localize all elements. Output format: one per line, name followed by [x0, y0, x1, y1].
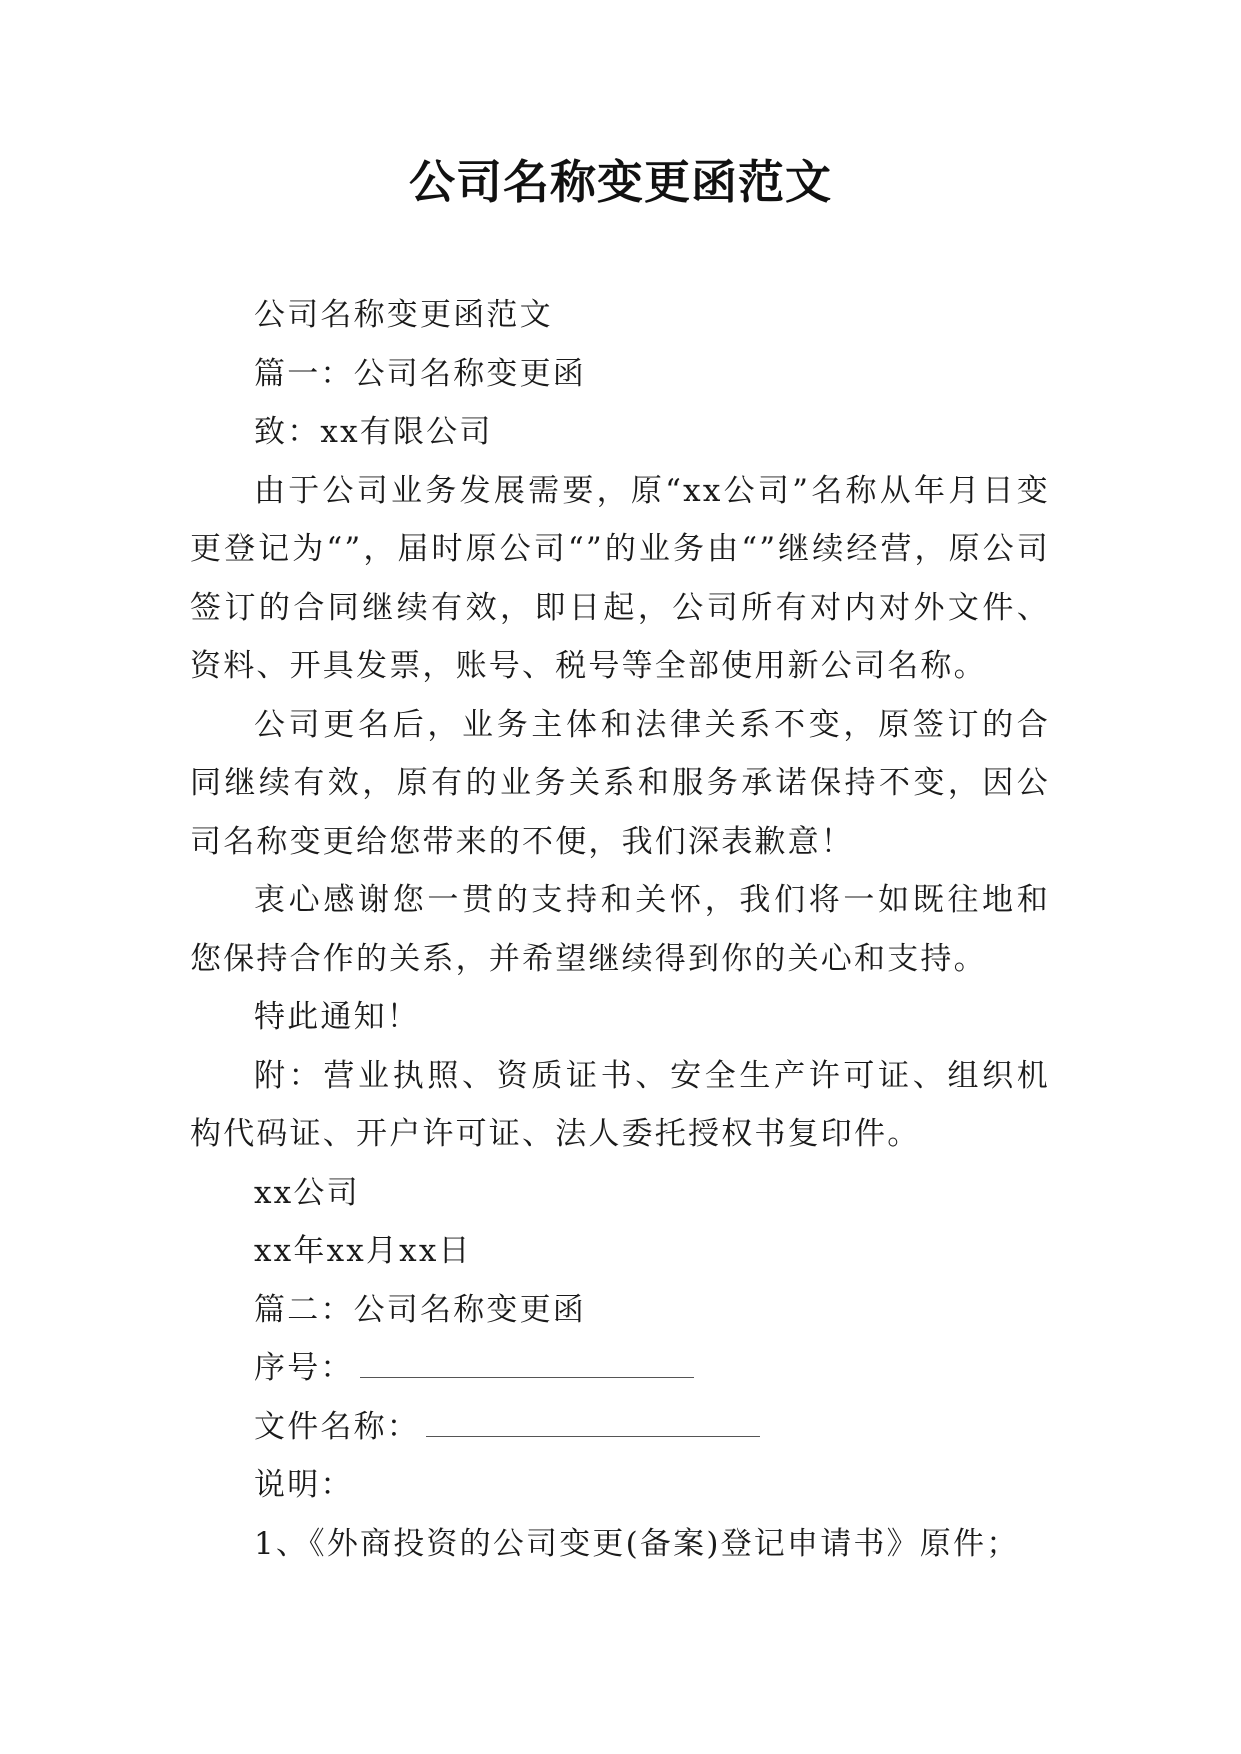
notes-item-1: 1、《外商投资的公司变更(备案)登记申请书》原件；: [254, 1525, 1020, 1562]
serial-number-row: [190, 1339, 1050, 1398]
file-name-blank: [426, 1410, 760, 1437]
serial-number-blank: [360, 1351, 694, 1378]
serial-number-label: 序号：: [254, 1350, 354, 1386]
attachment-paragraph: 附：营业执照、资质证书、安全生产许可证、组织机构代码证、开户许可证、法人委托授权书复印件。: [190, 1057, 1050, 1152]
salutation: 致：xx有限公司: [254, 414, 493, 450]
paragraph-3: 衷心感谢您一贯的支持和关怀，我们将一如既往地和您保持合作的关系，并希望继续得到你的关心和支持。: [190, 882, 1050, 977]
signature-company: xx公司: [254, 1174, 360, 1211]
section-2-heading: 篇二：公司名称变更函: [254, 1291, 586, 1328]
notes-label: 说明：: [254, 1467, 354, 1503]
file-name-label: 文件名称：: [254, 1408, 420, 1445]
file-name-row: [190, 1398, 1050, 1457]
document-title: 公司名称变更函范文: [409, 155, 832, 209]
notice-line: 特此通知！: [254, 999, 420, 1035]
paragraph-2: 公司更名后，业务主体和法律关系不变，原签订的合同继续有效，原有的业务关系和服务承诺保持不变，因公司名称变更给您带来的不便，我们深表歉意！: [190, 706, 1050, 860]
section-1-heading: 篇一：公司名称变更函: [254, 355, 586, 392]
document-body: [190, 286, 1050, 1573]
paragraph-1: 由于公司业务发展需要，原“xx公司”名称从年月日变更登记为“”，届时原公司“”的业务由“”继续经营，原公司签订的合同继续有效，即日起，公司所有对内对外文件、资料、开具发票，账号、税号等全部使用新公司名称。: [190, 472, 1050, 684]
heading-line: 公司名称变更函范文: [254, 297, 553, 333]
signature-date: xx年xx月xx日: [254, 1233, 472, 1269]
